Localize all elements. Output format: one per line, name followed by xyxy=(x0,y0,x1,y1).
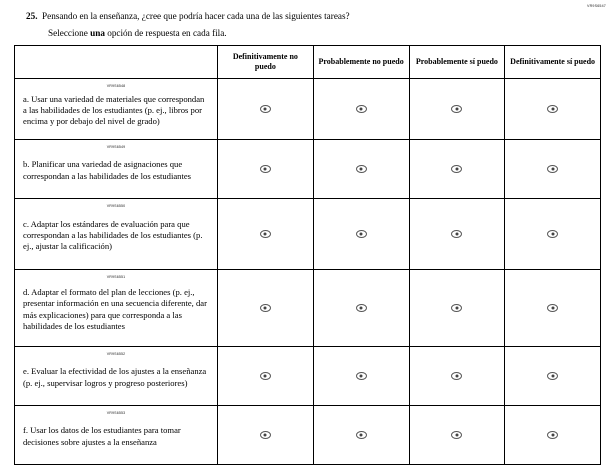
column-header-probablemente-si: Probablemente sí puedo xyxy=(409,46,505,79)
item-text-a: a. Usar una variedad de materiales que correspondan a las habilidades de los estudiantes (p. ej., libros por encima y por debajo del nivel de grado) xyxy=(23,93,205,127)
radio-icon[interactable] xyxy=(547,431,558,439)
page-corner-code: VR9S6547 xyxy=(587,4,606,8)
option-a-1[interactable] xyxy=(218,79,314,140)
item-text-e: e. Evaluar la efectividad de los ajustes a la enseñanza (p. ej., supervisar logros y progreso posteriores) xyxy=(23,366,207,388)
option-a-3[interactable] xyxy=(409,79,505,140)
item-cell-a xyxy=(15,79,218,140)
radio-icon[interactable] xyxy=(260,304,271,312)
item-cell-c xyxy=(15,199,218,270)
radio-icon[interactable] xyxy=(356,431,367,439)
item-text-f: f. Usar los datos de los estudiantes para tomar decisiones sobre ajustes a la enseñanza xyxy=(23,425,181,447)
table-row xyxy=(15,199,601,270)
option-f-1[interactable] xyxy=(218,406,314,465)
radio-icon[interactable] xyxy=(356,230,367,238)
option-a-2[interactable] xyxy=(313,79,409,140)
radio-icon[interactable] xyxy=(547,230,558,238)
item-text-d: d. Adaptar el formato del plan de lecciones (p. ej., presentar información en una secuencia diferente, dar más explicaciones) para que corresponda a las habilidades de los estudiantes xyxy=(23,287,207,331)
option-b-1[interactable] xyxy=(218,140,314,199)
option-c-2[interactable] xyxy=(313,199,409,270)
item-ident-b: VR9S6549 xyxy=(106,145,126,149)
option-f-4[interactable] xyxy=(505,406,601,465)
option-a-4[interactable] xyxy=(505,79,601,140)
radio-icon[interactable] xyxy=(547,304,558,312)
question-text: Pensando en la enseñanza, ¿cree que podría hacer cada una de las siguientes tareas? xyxy=(42,11,350,21)
table-row xyxy=(15,347,601,406)
item-cell-d xyxy=(15,270,218,347)
radio-icon[interactable] xyxy=(451,372,462,380)
radio-icon[interactable] xyxy=(260,105,271,113)
option-e-2[interactable] xyxy=(313,347,409,406)
item-ident-a: VR9S6548 xyxy=(106,84,126,88)
radio-icon[interactable] xyxy=(547,165,558,173)
option-e-1[interactable] xyxy=(218,347,314,406)
table-row xyxy=(15,406,601,465)
option-d-4[interactable] xyxy=(505,270,601,347)
option-d-3[interactable] xyxy=(409,270,505,347)
item-ident-d: VR9S6551 xyxy=(106,275,126,279)
item-ident-c: VR9S6550 xyxy=(106,204,126,208)
radio-icon[interactable] xyxy=(356,105,367,113)
column-header-definitivamente-si: Definitivamente sí puedo xyxy=(505,46,601,79)
option-b-3[interactable] xyxy=(409,140,505,199)
table-row xyxy=(15,140,601,199)
column-header-probablemente-no: Probablemente no puedo xyxy=(313,46,409,79)
question-block xyxy=(20,10,596,39)
option-d-1[interactable] xyxy=(218,270,314,347)
instruction-suffix: opción de respuesta en cada fila. xyxy=(104,28,227,38)
option-c-1[interactable] xyxy=(218,199,314,270)
radio-icon[interactable] xyxy=(356,304,367,312)
option-e-3[interactable] xyxy=(409,347,505,406)
question-line xyxy=(20,10,596,22)
table-row xyxy=(15,270,601,347)
radio-icon[interactable] xyxy=(260,230,271,238)
radio-icon[interactable] xyxy=(451,230,462,238)
question-number: 25. xyxy=(26,11,38,21)
item-ident-e: VR9S6552 xyxy=(106,352,126,356)
radio-icon[interactable] xyxy=(260,431,271,439)
option-f-3[interactable] xyxy=(409,406,505,465)
item-column-header xyxy=(15,46,218,79)
radio-icon[interactable] xyxy=(451,105,462,113)
instruction-prefix: Seleccione xyxy=(48,28,91,38)
radio-icon[interactable] xyxy=(451,304,462,312)
item-text-b: b. Planificar una variedad de asignaciones que correspondan a las habilidades de los estudiantes xyxy=(23,159,192,181)
item-text-c: c. Adaptar los estándares de evaluación para que correspondan a las habilidades de los estudiantes (p. ej., ajustar la calificación) xyxy=(23,218,203,252)
table-row xyxy=(15,79,601,140)
column-header-definitivamente-no: Definitivamente no puedo xyxy=(218,46,314,79)
question-instruction xyxy=(48,27,596,39)
option-b-4[interactable] xyxy=(505,140,601,199)
instruction-emphasis: una xyxy=(90,28,105,38)
radio-icon[interactable] xyxy=(451,431,462,439)
radio-icon[interactable] xyxy=(547,372,558,380)
option-d-2[interactable] xyxy=(313,270,409,347)
option-b-2[interactable] xyxy=(313,140,409,199)
radio-icon[interactable] xyxy=(547,105,558,113)
matrix-header-row xyxy=(15,46,601,79)
option-c-4[interactable] xyxy=(505,199,601,270)
radio-icon[interactable] xyxy=(356,165,367,173)
option-e-4[interactable] xyxy=(505,347,601,406)
item-cell-b xyxy=(15,140,218,199)
item-ident-f: VR9S6553 xyxy=(106,411,126,415)
radio-icon[interactable] xyxy=(260,372,271,380)
radio-icon[interactable] xyxy=(451,165,462,173)
option-c-3[interactable] xyxy=(409,199,505,270)
item-cell-e xyxy=(15,347,218,406)
radio-icon[interactable] xyxy=(260,165,271,173)
item-cell-f xyxy=(15,406,218,465)
response-matrix xyxy=(14,45,601,465)
radio-icon[interactable] xyxy=(356,372,367,380)
option-f-2[interactable] xyxy=(313,406,409,465)
